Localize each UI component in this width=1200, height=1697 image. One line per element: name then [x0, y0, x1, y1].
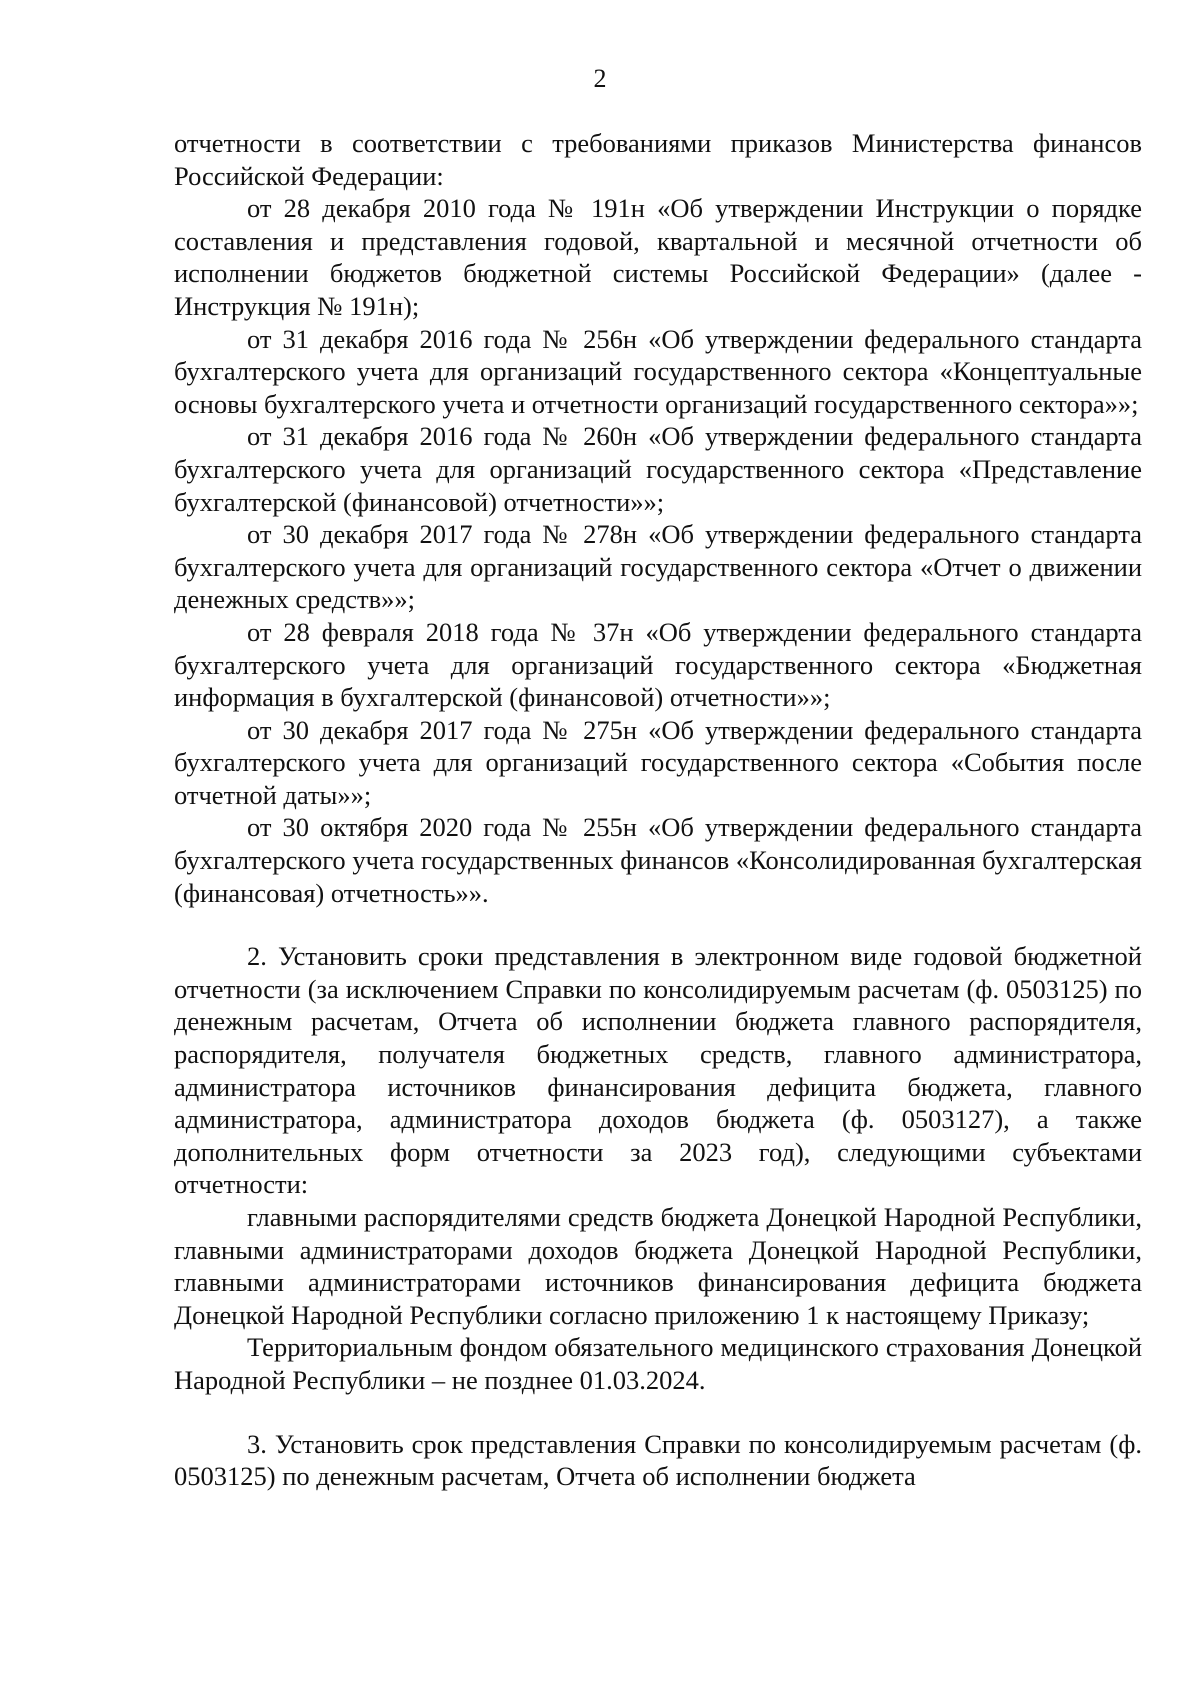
paragraph-order-37n: от 28 февраля 2018 года № 37н «Об утверждении федерального стандарта бухгалтерского учета для организаций государственного сектора «Бюджетная информация в бухгалтерской (финансовой) отчетности»»; — [174, 616, 1142, 713]
paragraph-territorial-fund: Территориальным фондом обязательного медицинского страхования Донецкой Народной Республики – не позднее 01.03.2024. — [174, 1332, 1142, 1395]
paragraph-clause-2: 2. Установить сроки представления в электронном виде годовой бюджетной отчетности (за исключением Справки по консолидируемым расчетам (ф. 0503125) по денежным расчетам, Отчета об исполнении бюджета главного распорядителя, распорядителя, получателя бюджетных средств, главного администратора, администратора источников финансирования дефицита бюджета, главного администратора, администратора доходов бюджета (ф. 0503127), а также дополнительных форм отчетности за 2023 год), следующими субъектами отчетности: — [174, 941, 1142, 1200]
document-body — [174, 127, 1142, 1493]
paragraph-order-278n: от 30 декабря 2017 года № 278н «Об утверждении федерального стандарта бухгалтерского учета для организаций государственного сектора «Отчет о движении денежных средств»»; — [174, 519, 1142, 615]
paragraph-continuation: отчетности в соответствии с требованиями приказов Министерства финансов Российской Федерации: — [174, 128, 1142, 191]
paragraph-order-275n: от 30 декабря 2017 года № 275н «Об утверждении федерального стандарта бухгалтерского учета для организаций государственного сектора «События после отчетной даты»»; — [174, 714, 1142, 810]
paragraph-order-191n: от 28 декабря 2010 года № 191н «Об утверждении Инструкции о порядке составления и представления годовой, квартальной и месячной отчетности об исполнении бюджетов бюджетной системы Российской Федерации» (далее - Инструкция № 191н); — [174, 193, 1142, 321]
paragraph-order-260n: от 31 декабря 2016 года № 260н «Об утверждении федерального стандарта бухгалтерского учета для организаций государственного сектора «Представление бухгалтерской (финансовой) отчетности»»; — [174, 421, 1142, 517]
paragraph-order-256n: от 31 декабря 2016 года № 256н «Об утверждении федерального стандарта бухгалтерского учета для организаций государственного сектора «Концептуальные основы бухгалтерского учета и отчетности организаций государственного сектора»»; — [174, 323, 1142, 419]
paragraph-clause-3: 3. Установить срок представления Справки по консолидируемым расчетам (ф. 0503125) по денежным расчетам, Отчета об исполнении бюджета — [174, 1428, 1142, 1492]
paragraph-order-255n: от 30 октября 2020 года № 255н «Об утверждении федерального стандарта бухгалтерского учета государственных финансов «Консолидированная бухгалтерская (финансовая) отчетность»». — [174, 812, 1142, 908]
paragraph-main-administrators: главными распорядителями средств бюджета Донецкой Народной Республики, главными администраторами доходов бюджета Донецкой Народной Республики, главными администраторами источников финансирования дефицита бюджета Донецкой Народной Республики согласно приложению 1 к настоящему Приказу; — [174, 1202, 1142, 1330]
page-number: 2 — [593, 64, 607, 93]
